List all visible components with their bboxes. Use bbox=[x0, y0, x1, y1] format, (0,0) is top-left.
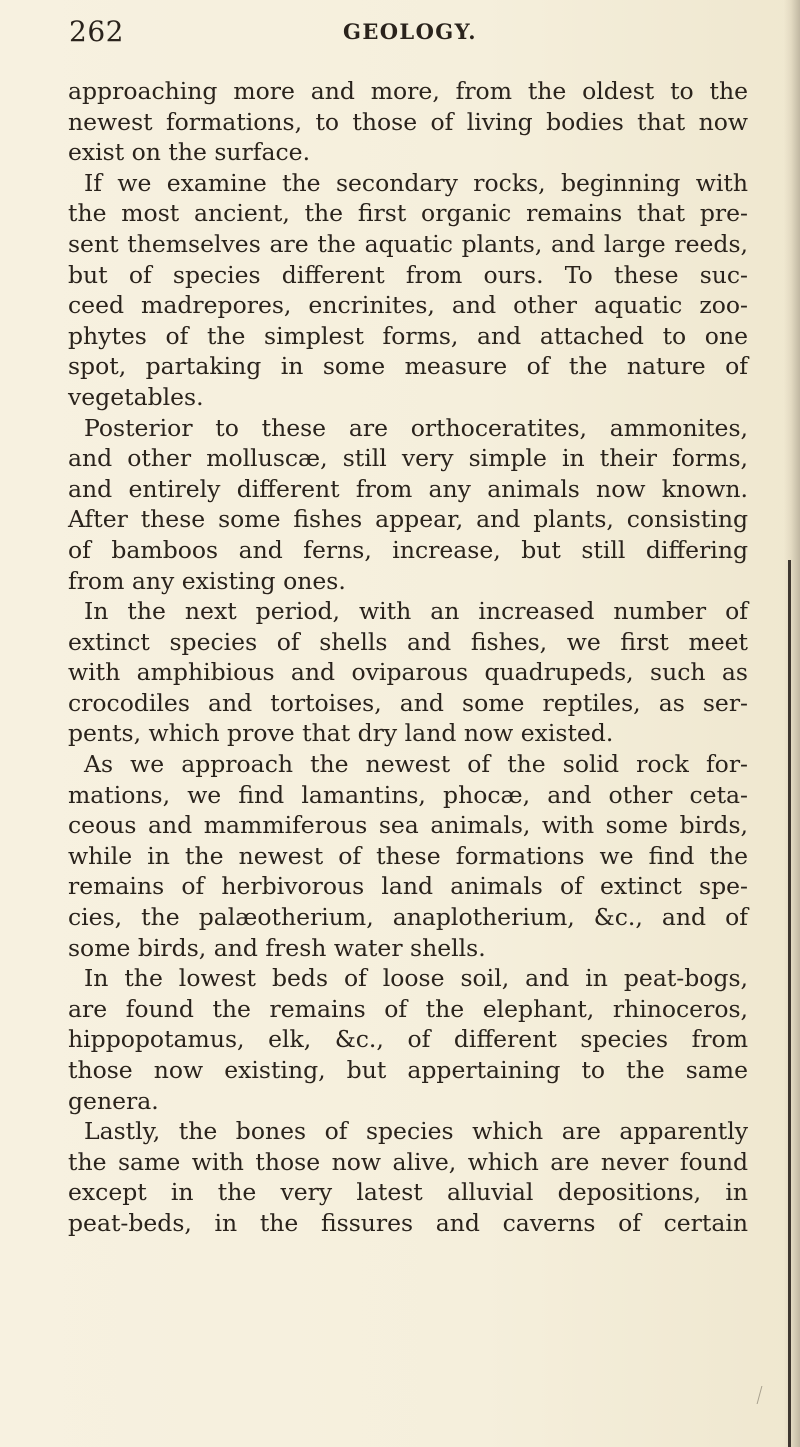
text-line: pents, which prove that dry land now existed. bbox=[68, 719, 614, 748]
text-line: ceed madrepores, encrinites, and other aquatic zoo- bbox=[68, 291, 748, 320]
text-line: As we approach the newest of the solid rock for- bbox=[84, 750, 748, 779]
text-line: In the next period, with an increased number of bbox=[84, 597, 748, 626]
text-line: vegetables. bbox=[68, 382, 204, 411]
running-head: GEOLOGY. bbox=[343, 19, 478, 44]
text-line: hippopotamus, elk, &c., of different species from bbox=[68, 1025, 748, 1054]
text-line: except in the very latest alluvial depositions, in bbox=[68, 1178, 748, 1207]
text-line: the most ancient, the first organic remains that pre- bbox=[68, 199, 748, 228]
text-line: Posterior to these are orthoceratites, ammonites, bbox=[84, 413, 748, 442]
text-line: newest formations, to those of living bodies that now bbox=[68, 107, 748, 136]
text-line: remains of herbivorous land animals of extinct spe- bbox=[68, 872, 748, 901]
text-line: extinct species of shells and fishes, we first meet bbox=[68, 627, 748, 656]
text-line: Lastly, the bones of species which are apparently bbox=[84, 1117, 748, 1146]
text-line: In the lowest beds of loose soil, and in peat-bogs, bbox=[84, 964, 748, 993]
text-line: spot, partaking in some measure of the nature of bbox=[68, 352, 748, 381]
text-line: genera. bbox=[68, 1086, 159, 1115]
page-edge-shadow bbox=[784, 0, 800, 1447]
text-line: phytes of the simplest forms, and attached to one bbox=[68, 321, 748, 350]
stray-pencil-mark bbox=[757, 1386, 775, 1404]
text-line: peat-beds, in the fissures and caverns of certain bbox=[68, 1208, 748, 1237]
text-line: while in the newest of these formations we find the bbox=[68, 841, 748, 870]
text-line: crocodiles and tortoises, and some reptiles, as ser- bbox=[68, 688, 748, 717]
text-line: with amphibious and oviparous quadrupeds, such as bbox=[68, 658, 748, 687]
text-line: mations, we find lamantins, phocæ, and other ceta- bbox=[68, 780, 748, 809]
text-line: are found the remains of the elephant, rhinoceros, bbox=[68, 994, 748, 1023]
text-line: cies, the palæotherium, anaplotherium, &c., and of bbox=[68, 903, 748, 932]
text-line: from any existing ones. bbox=[68, 566, 346, 595]
text-line: exist on the surface. bbox=[68, 138, 311, 167]
text-line: the same with those now alive, which are never found bbox=[68, 1147, 748, 1176]
text-line: approaching more and more, from the oldest to the bbox=[68, 77, 748, 105]
text-line: sent themselves are the aquatic plants, and large reeds, bbox=[68, 229, 748, 258]
text-line: those now existing, but appertaining to the same bbox=[68, 1056, 748, 1084]
text-line: After these some fishes appear, and plants, consisting bbox=[68, 505, 748, 534]
page-number: 262 bbox=[69, 15, 124, 48]
text-line: and entirely different from any animals now known. bbox=[68, 474, 748, 503]
text-line: of bamboos and ferns, increase, but still differing bbox=[68, 535, 748, 564]
text-line: ceous and mammiferous sea animals, with some birds, bbox=[68, 811, 748, 840]
binding-edge-line bbox=[788, 560, 791, 1447]
text-line: but of species different from ours. To these suc- bbox=[68, 260, 748, 289]
text-line: and other molluscæ, still very simple in their forms, bbox=[68, 444, 748, 473]
body-text bbox=[68, 76, 748, 1239]
text-line: If we examine the secondary rocks, beginning with bbox=[84, 168, 748, 197]
text-line: some birds, and fresh water shells. bbox=[68, 933, 486, 962]
